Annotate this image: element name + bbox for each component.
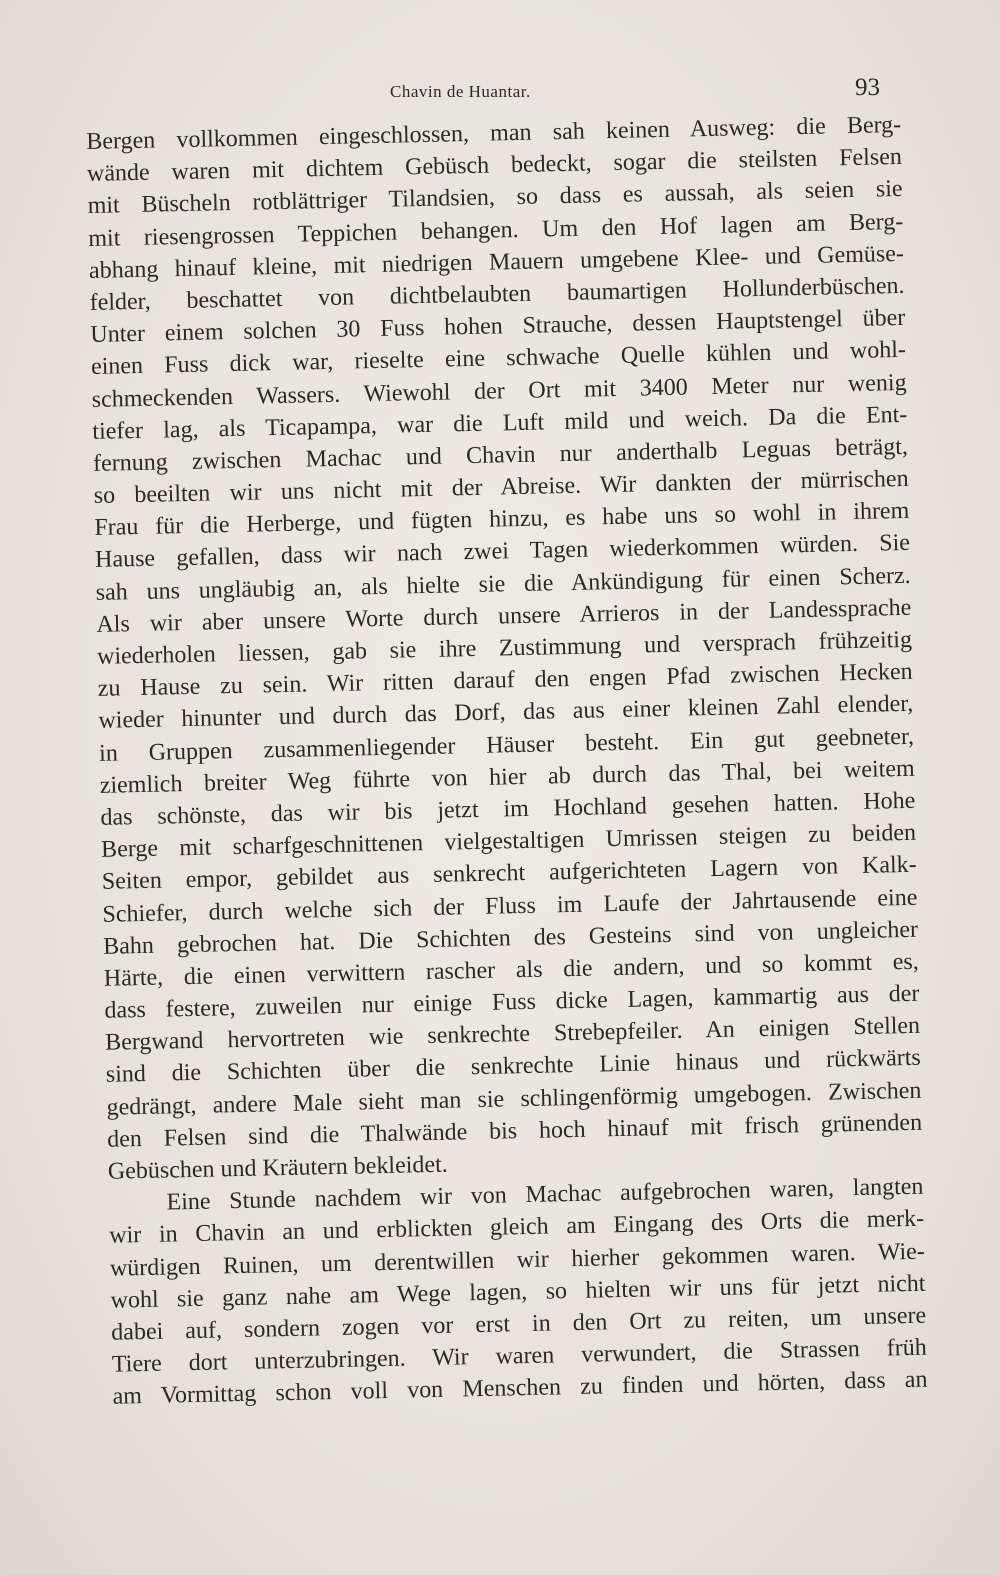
text-line: dass festere, zuweilen nur einige Fuss dicke Lagen, kammartig aus der <box>104 980 920 1024</box>
text-line: fernung zwischen Machac und Chavin nur anderthalb Leguas beträgt, <box>92 433 909 477</box>
text-line: gedrängt, andere Male sieht man sie schlingenförmig umgebogen. Zwischen <box>106 1077 922 1121</box>
text-line: wohl sie ganz nahe am Wege lagen, so hielten wir uns für jetzt nicht <box>110 1270 926 1314</box>
page-number: 93 <box>855 74 880 101</box>
text-line: tiefer lag, als Ticapampa, war die Luft mild und weich. Da die Ent- <box>92 401 908 445</box>
text-line: Härte, die einen verwittern rascher als die andern, und so kommt es, <box>103 948 919 992</box>
text-line: wiederholen liessen, gab sie ihre Zustimmung und versprach frühzeitig <box>96 626 913 670</box>
text-line: Schiefer, durch welche sich der Fluss im Laufe der Jahrtausende eine <box>102 884 918 928</box>
text-line: Eine Stunde nachdem wir von Machac aufgebrochen waren, langten <box>166 1173 924 1216</box>
running-title: Chavin de Huantar. <box>390 82 531 101</box>
paragraph <box>108 1171 928 1413</box>
text-line: wieder hinunter und durch das Dorf, das aus einer kleinen Zahl elender, <box>98 691 914 735</box>
text-line: sah uns ungläubig an, als hielte sie die Ankündigung für einen Scherz. <box>95 562 911 606</box>
text-line: wände waren mit dichtem Gebüsch bedeckt, sogar die steilsten Felsen <box>86 144 903 188</box>
text-line: Bergen vollkommen eingeschlossen, man sah keinen Ausweg: die Berg- <box>86 111 902 155</box>
text-line: mit riesengrossen Teppichen behangen. Um den Hof lagen am Berg- <box>88 208 904 252</box>
text-line: in Gruppen zusammenliegender Häuser besteht. Ein gut geebneter, <box>98 723 915 767</box>
text-line: Tiere dort unterzubringen. Wir waren verwundert, die Strassen früh <box>111 1334 928 1378</box>
text-line: zu Hause zu sein. Wir ritten darauf den engen Pfad zwischen Hecken <box>97 658 913 703</box>
text-line: am Vormittag schon voll von Menschen zu finden und hörten, dass an <box>112 1366 928 1411</box>
body-text <box>86 109 928 1413</box>
text-line: so beeilten wir uns nicht mit der Abreise. Wir dankten der mürrischen <box>93 465 909 509</box>
text-line: mit Büscheln rotblättriger Tilandsien, so dass es aussah, als seien sie <box>87 176 903 220</box>
text-line: wir in Chavin an und erblickten gleich am Eingang des Orts die merk- <box>108 1206 925 1250</box>
text-line: den Felsen sind die Thalwände bis hoch hinauf mit frisch grünenden <box>106 1109 923 1153</box>
text-line: Unter einem solchen 30 Fuss hohen Strauche, dessen Hauptstengel über <box>90 305 906 349</box>
text-line: Als wir aber unsere Worte durch unsere Arrieros in der Landessprache <box>96 594 912 638</box>
text-line: Bergwand hervortreten wie senkrechte Strebepfeiler. An einigen Stellen <box>104 1012 921 1057</box>
text-line: würdigen Ruinen, um derentwillen wir hierher gekommen waren. Wie- <box>109 1238 926 1282</box>
text-line: felder, beschattet von dichtbelaubten baumartigen Hollunderbüschen. <box>89 272 905 316</box>
text-line: Berge mit scharfgeschnittenen vielgestaltigen Umrissen steigen zu beiden <box>100 819 917 863</box>
paragraph <box>86 109 923 1188</box>
text-line: ziemlich breiter Weg führte von hier ab durch das Thal, bei weitem <box>99 755 915 799</box>
text-line: sind die Schichten über die senkrechte Linie hinaus und rückwärts <box>105 1045 921 1089</box>
text-line: Bahn gebrochen hat. Die Schichten des Gesteins sind von ungleicher <box>102 916 919 960</box>
text-line: Gebüschen und Kräutern bekleidet. <box>107 1151 448 1185</box>
text-line: abhang hinauf kleine, mit niedrigen Mauern umgebene Klee- und Gemüse- <box>88 240 905 284</box>
text-line: Seiten empor, gebildet aus senkrecht aufgerichteten Lagern von Kalk- <box>101 852 917 896</box>
text-line: Frau für die Herberge, und fügten hinzu, es habe uns so wohl in ihrem <box>94 498 910 542</box>
page-header <box>390 74 880 106</box>
text-line: das schönste, das wir bis jetzt im Hochland gesehen hatten. Hohe <box>100 787 916 831</box>
text-line: schmeckenden Wassers. Wiewohl der Ort mit 3400 Meter nur wenig <box>91 369 907 413</box>
text-line: dabei auf, sondern zogen vor erst in den Ort zu reiten, um unsere <box>111 1302 927 1346</box>
text-line: einen Fuss dick war, rieselte eine schwache Quelle kühlen und wohl- <box>90 337 907 381</box>
text-line: Hause gefallen, dass wir nach zwei Tagen wiederkommen würden. Sie <box>94 530 911 574</box>
